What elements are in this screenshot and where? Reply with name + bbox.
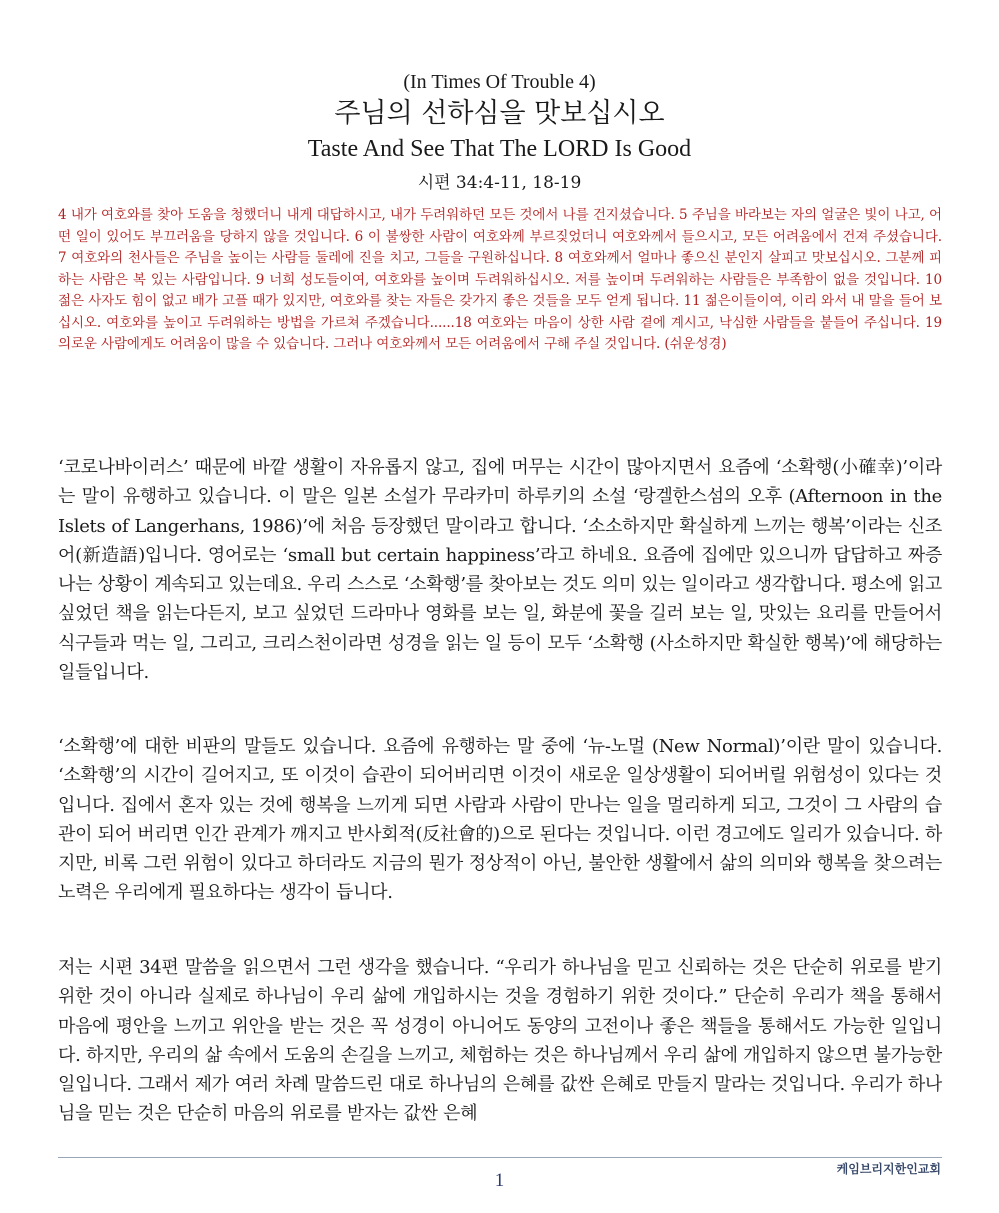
scripture-reference: 시편 34:4-11, 18-19 (417, 173, 582, 193)
footer-divider (58, 1157, 942, 1158)
korean-title: 주님의 선하심을 맛보십시오 (334, 98, 665, 129)
body-paragraph-2: ‘소확행’에 대한 비판의 말들도 있습니다. 요즘에 유행하는 말 중에 ‘뉴-노멀 (New Normal)’이란 말이 있습니다. ‘소확행’의 시간이 길어지고, 또 이것이 습관이 되어버리면 이것이 새로운 일상생활이 되어버릴 위험성이 있다는 것입니다. 집에서 혼자 있는 것에 행복을 느끼게 되면 사람과 사람이 만나는 일을 멀리하게 되고, 그것이 그 사람의 습관이 되어 버리면 인간 관계가 깨지고 반사회적(反社會的)으로 된다는 것입니다. 이런 경고에도 일리가 있습니다. 하지만, 비록 그런 위험이 있다고 하더라도 지금의 뭔가 정상적이 아닌, 불안한 생활에서 삶의 의미와 행복을 찾으려는 노력은 우리에게 필요하다는 생각이 듭니다. (58, 736, 942, 904)
sermon-header (0, 70, 999, 196)
series-title: (In Times Of Trouble 4) (403, 71, 596, 93)
church-name: 케임브리지한인교회 (836, 1162, 941, 1176)
english-title: Taste And See That The LORD Is Good (307, 136, 692, 162)
scripture-passage: 4 내가 여호와를 찾아 도움을 청했더니 내게 대답하시고, 내가 두려워하던 모든 것에서 나를 건지셨습니다. 5 주님을 바라보는 자의 얼굴은 빛이 나고, 어떤 일이 있어도 부끄러움을 당하지 않을 것입니다. 6 이 불쌍한 사람이 여호와께 부르짖었더니 여호와께서 들으시고, 모든 어려움에서 건져 주셨습니다. 7 여호와의 천사들은 주님을 높이는 사람들 둘레에 진을 치고, 그들을 구원하십니다. 8 여호와께서 얼마나 좋으신 분인지 살피고 맛보십시오. 그분께 피하는 사람은 복 있는 사람입니다. 9 너희 성도들이여, 여호와를 높이며 두려워하십시오. 저를 높이며 두려워하는 사람들은 부족함이 없을 것입니다. 10 젊은 사자도 힘이 없고 배가 고플 때가 있지만, 여호와를 찾는 자들은 갖가지 좋은 것들을 모두 얻게 됩니다. 11 젊은이들이여, 이리 와서 내 말을 들어 보십시오. 여호와를 높이고 두려워하는 방법을 가르쳐 주겠습니다......18 여호와는 마음이 상한 사람 곁에 계시고, 낙심한 사람들을 붙들어 주십니다. 19 의로운 사람에게도 어려움이 많을 수 있습니다. 그러나 여호와께서 모든 어려움에서 구해 주실 것입니다. (쉬운성경) (58, 207, 942, 352)
page-number: 1 (494, 1170, 505, 1191)
body-paragraph-1: ‘코로나바이러스’ 때문에 바깥 생활이 자유롭지 않고, 집에 머무는 시간이 많아지면서 요즘에 ‘소확행(小確幸)’이라는 말이 유행하고 있습니다. 이 말은 일본 소설가 무라카미 하루키의 소설 ‘랑겔한스섬의 오후 (Afternoon in the Islets of Langerhans, 1986)’에 처음 등장했던 말이라고 합니다. ‘소소하지만 확실하게 느끼는 행복’이라는 신조어(新造語)입니다. 영어로는 ‘small but certain happiness’라고 하네요. 요즘에 집에만 있으니까 답답하고 짜증나는 상황이 계속되고 있는데요. 우리 스스로 ‘소확행’를 찾아보는 것도 의미 있는 일이라고 생각합니다. 평소에 읽고 싶었던 책을 읽는다든지, 보고 싶었던 드라마나 영화를 보는 일, 화분에 꽃을 길러 보는 일, 맛있는 요리를 만들어서 식구들과 먹는 일, 그리고, 크리스천이라면 성경을 읽는 일 등이 모두 ‘소확행 (사소하지만 확실한 행복)’에 해당하는 일들입니다. (58, 457, 942, 684)
body-paragraph-3: 저는 시편 34편 말씀을 읽으면서 그런 생각을 했습니다. “우리가 하나님을 믿고 신뢰하는 것은 단순히 위로를 받기 위한 것이 아니라 실제로 하나님이 우리 삶에 개입하시는 것을 경험하기 위한 것이다.” 단순히 우리가 책을 통해서 마음에 평안을 느끼고 위안을 받는 것은 꼭 성경이 아니어도 동양의 고전이나 좋은 책들을 통해서도 가능한 일입니다. 하지만, 우리의 삶 속에서 도움의 손길을 느끼고, 체험하는 것은 하나님께서 우리 삶에 개입하지 않으면 불가능한 일입니다. 그래서 제가 여러 차례 말씀드린 대로 하나님의 은혜를 값싼 은혜로 만들지 말라는 것입니다. 우리가 하나님을 믿는 것은 단순히 마음의 위로를 받자는 값싼 은혜 (58, 957, 942, 1125)
